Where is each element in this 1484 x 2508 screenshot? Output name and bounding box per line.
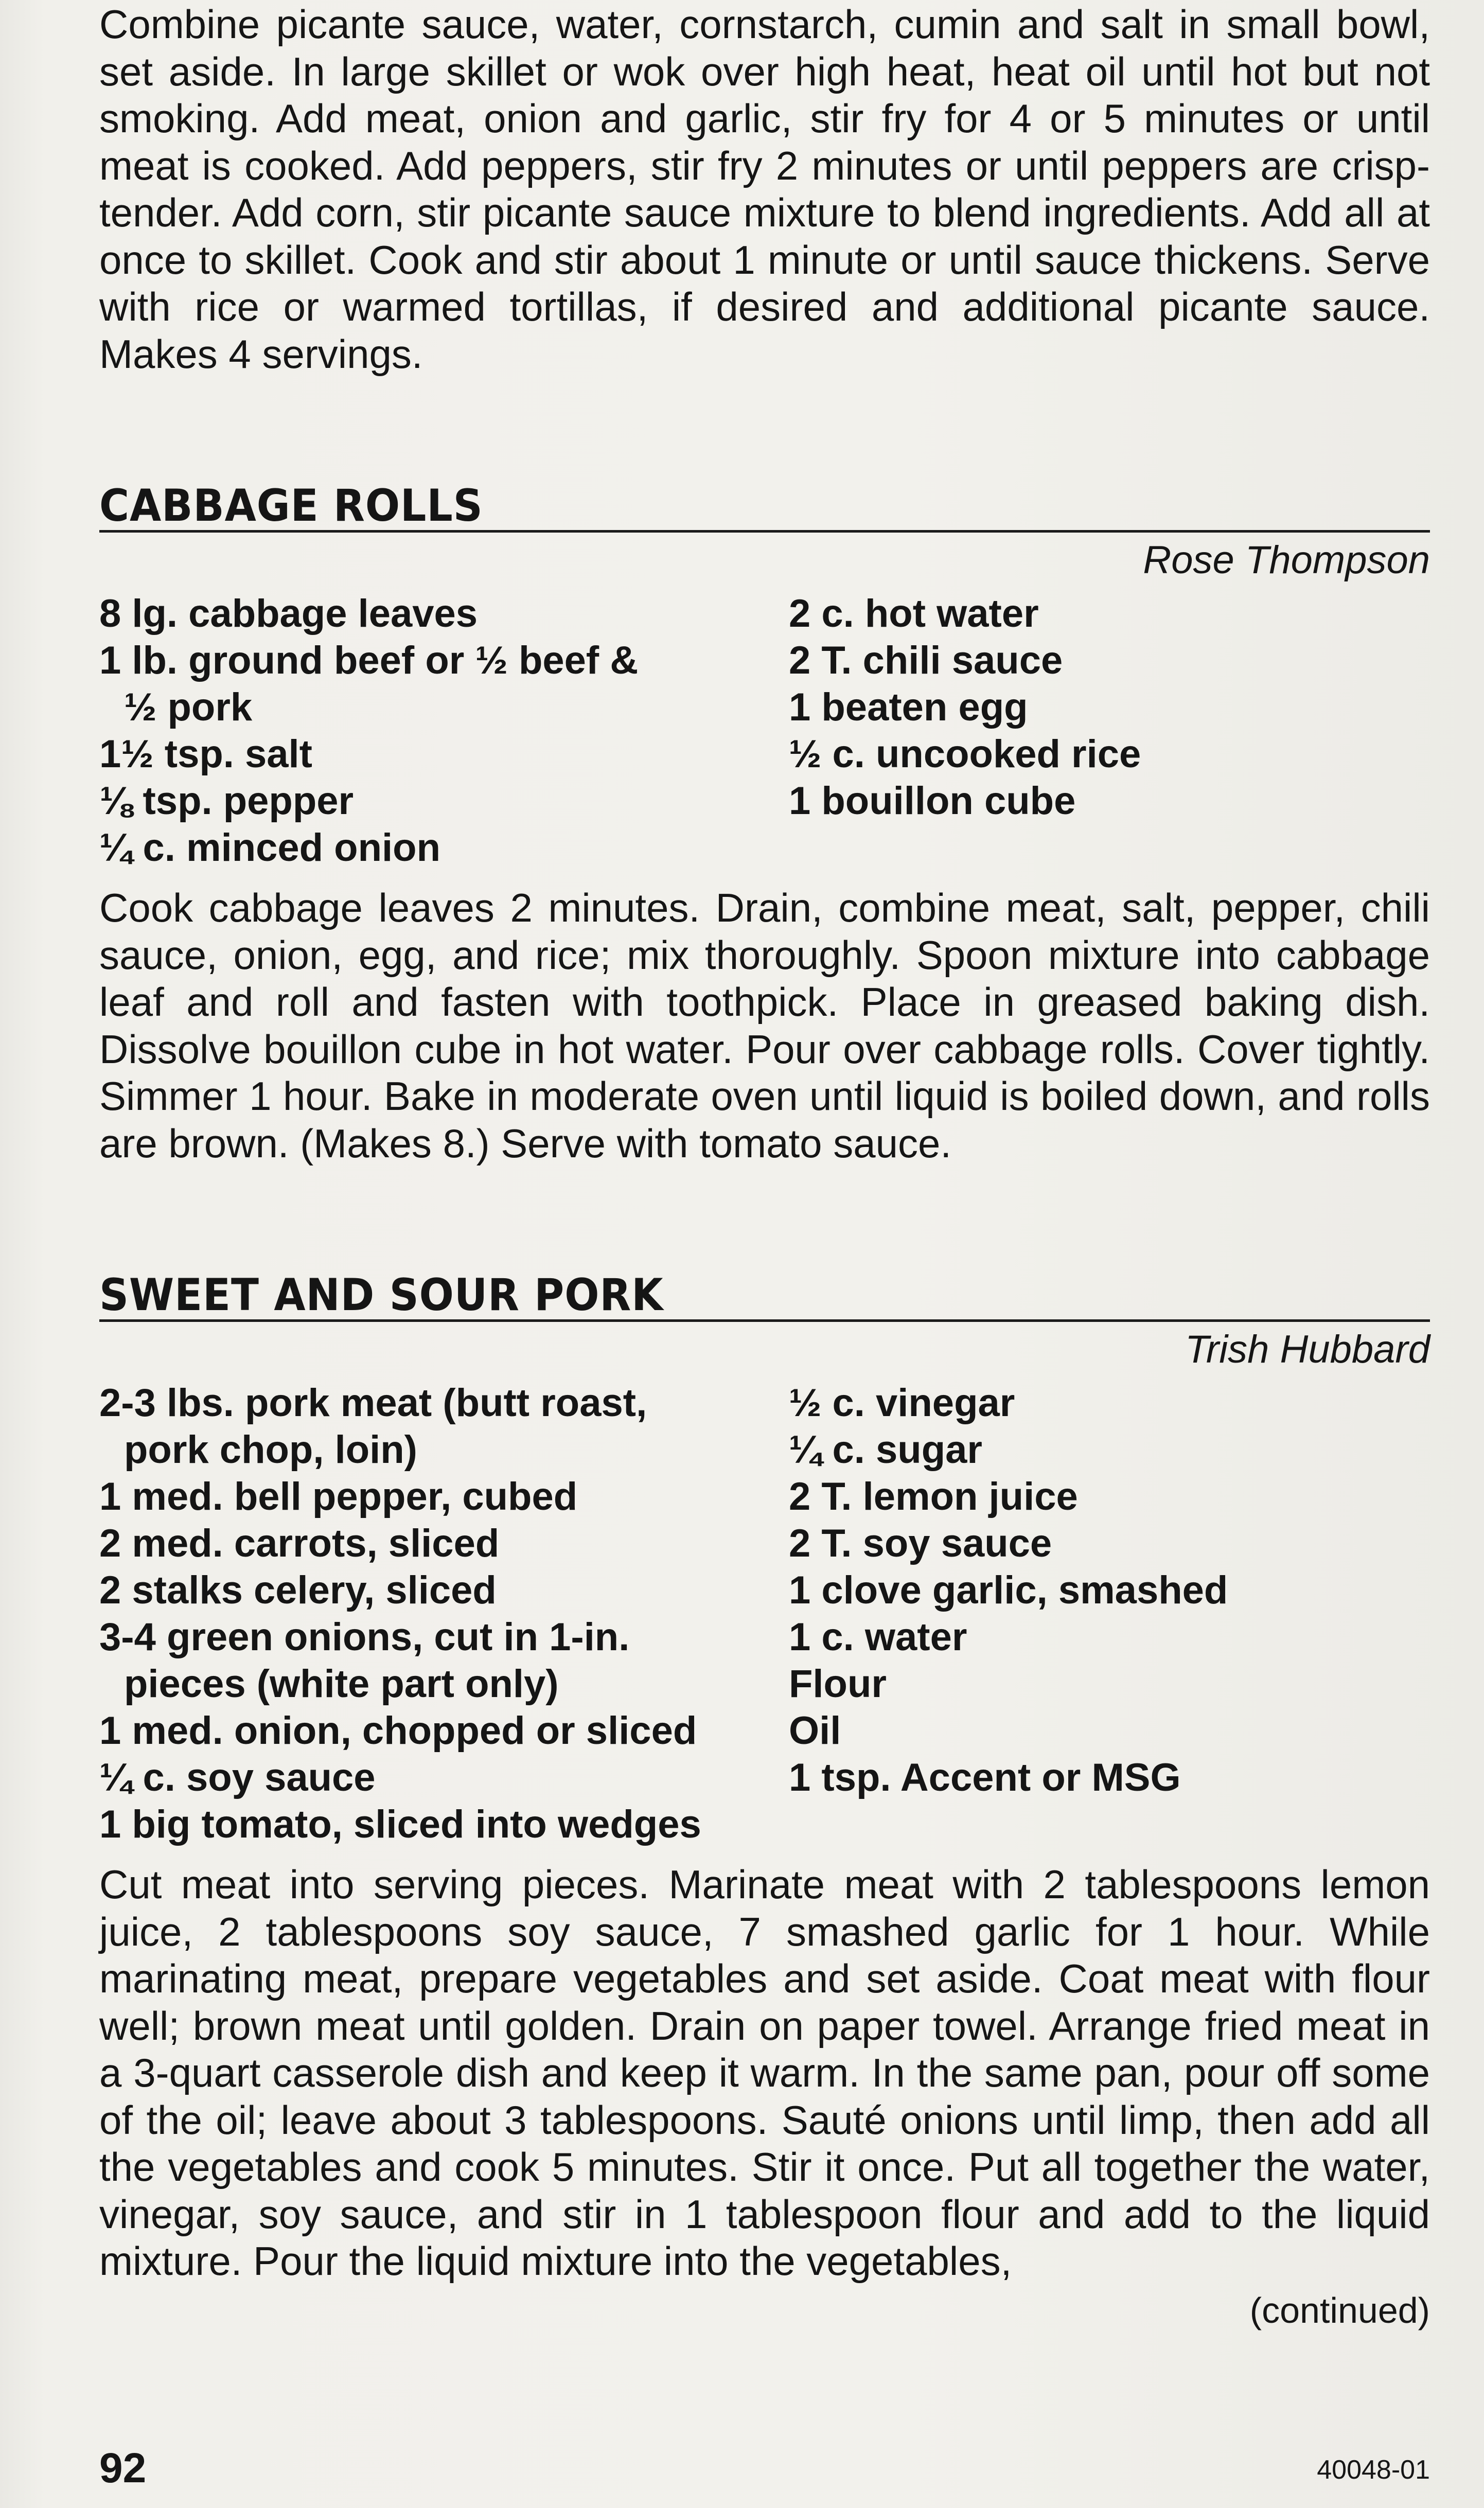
intro-paragraph: Combine picante sauce, water, cornstarch, cumin and salt in small bowl, set aside. In large skillet or wok over high heat, heat oil until hot but not smoking. Add meat, onion and garlic, stir fry for 4 or 5 minutes or until meat is cooked. Add peppers, stir fry 2 minutes or until peppers are crisp-tender. Add corn, stir picante sauce mixture to blend ingredients. Add all at once to skillet. Cook and stir about 1 minute or until sauce thickens. Serve with rice or warmed tortillas, if desired and additional picante sauce. Makes 4 servings. [99, 2, 1430, 377]
recipe-directions: Cut meat into serving pieces. Marinate meat with 2 tablespoons lemon juice, 2 tablespoons soy sauce, 7 smashed garlic for 1 hour. While marinating meat, prepare vegetables and set aside. Coat meat with flour well; brown meat until golden. Drain on paper towel. Arrange fried meat in a 3-quart casserole dish and keep it warm. In the same pan, pour off some of the oil; leave about 3 tablespoons. Sauté onions until limp, then add all the vegetables and cook 5 minutes. Stir it once. Put all together the water, vinegar, soy sauce, and stir in 1 tablespoon flour and add to the liquid mixture. Pour the liquid mixture into the vegetables, [99, 1862, 1430, 2284]
ingredient-list [99, 590, 1430, 871]
ingredient-item: Flour [789, 1662, 887, 1706]
ingredient-item: 1 c. water [789, 1615, 967, 1659]
ingredient-item: 2 T. lemon juice [789, 1475, 1078, 1518]
ingredient-item: 2 stalks celery, sliced [99, 1568, 497, 1612]
ingredient-item: ½ c. vinegar [789, 1381, 1015, 1425]
ingredient-item: 1 big tomato, sliced into wedges [99, 1803, 701, 1846]
ingredient-column-right [789, 590, 1430, 871]
ingredient-item: 1½ tsp. salt [99, 732, 312, 776]
ingredient-item: 2 T. soy sauce [789, 1522, 1052, 1565]
ingredient-column-left [99, 590, 789, 871]
recipe-cabbage-rolls [99, 475, 1430, 1167]
recipe-author: Trish Hubbard [1185, 1328, 1430, 1371]
page-number: 92 [99, 2445, 147, 2492]
ingredient-item: 1 beaten egg [789, 685, 1028, 729]
ingredient-column-right [789, 1380, 1430, 1848]
ingredient-item: 2-3 lbs. pork meat (butt roast, [99, 1381, 647, 1425]
recipe-sweet-and-sour-pork [99, 1265, 1430, 2334]
ingredient-list [99, 1380, 1430, 1848]
recipe-header [99, 1265, 1430, 1322]
ingredient-item: ½ c. uncooked rice [789, 732, 1141, 776]
ingredient-item: 1 lb. ground beef or ½ beef & [99, 639, 639, 682]
catalog-code: 40048-01 [1317, 2455, 1430, 2485]
ingredient-item: 1 tsp. Accent or MSG [789, 1756, 1181, 1799]
ingredient-item: ¼ c. soy sauce [99, 1756, 376, 1799]
ingredient-item: 2 med. carrots, sliced [99, 1522, 500, 1565]
ingredient-item: 1 bouillon cube [789, 779, 1076, 823]
ingredient-item: 1 clove garlic, smashed [789, 1568, 1228, 1612]
recipe-author: Rose Thompson [1143, 538, 1430, 582]
ingredient-item: ½ pork [124, 685, 253, 729]
ingredient-item: Oil [789, 1709, 841, 1753]
ingredient-item: ⅛ tsp. pepper [99, 779, 354, 823]
ingredient-item: 1 med. onion, chopped or sliced [99, 1709, 697, 1753]
continued-label: (continued) [1249, 2290, 1430, 2330]
ingredient-item: ¼ c. minced onion [99, 826, 440, 870]
ingredient-item: 8 lg. cabbage leaves [99, 592, 478, 635]
ingredient-item: 2 c. hot water [789, 592, 1039, 635]
recipe-title: CABBAGE ROLLS [99, 480, 483, 532]
ingredient-item: 1 med. bell pepper, cubed [99, 1475, 578, 1518]
ingredient-item: ¼ c. sugar [789, 1428, 982, 1472]
ingredient-item: 3-4 green onions, cut in 1-in. [99, 1615, 630, 1659]
ingredient-item: 2 T. chili sauce [789, 639, 1063, 682]
ingredient-item: pieces (white part only) [124, 1662, 559, 1706]
recipe-header [99, 475, 1430, 533]
recipe-directions: Cook cabbage leaves 2 minutes. Drain, combine meat, salt, pepper, chili sauce, onion, egg, and rice; mix thoroughly. Spoon mixture into cabbage leaf and roll and fasten with toothpick. Place in greased baking dish. Dissolve bouillon cube in hot water. Pour over cabbage rolls. Cover tightly. Simmer 1 hour. Bake in moderate oven until liquid is boiled down, and rolls are brown. (Makes 8.) Serve with tomato sauce. [99, 885, 1430, 1166]
recipe-title: SWEET AND SOUR PORK [99, 1269, 664, 1321]
page-footer [99, 2444, 1430, 2496]
ingredient-item: pork chop, loin) [124, 1428, 417, 1472]
ingredient-column-left [99, 1380, 789, 1848]
